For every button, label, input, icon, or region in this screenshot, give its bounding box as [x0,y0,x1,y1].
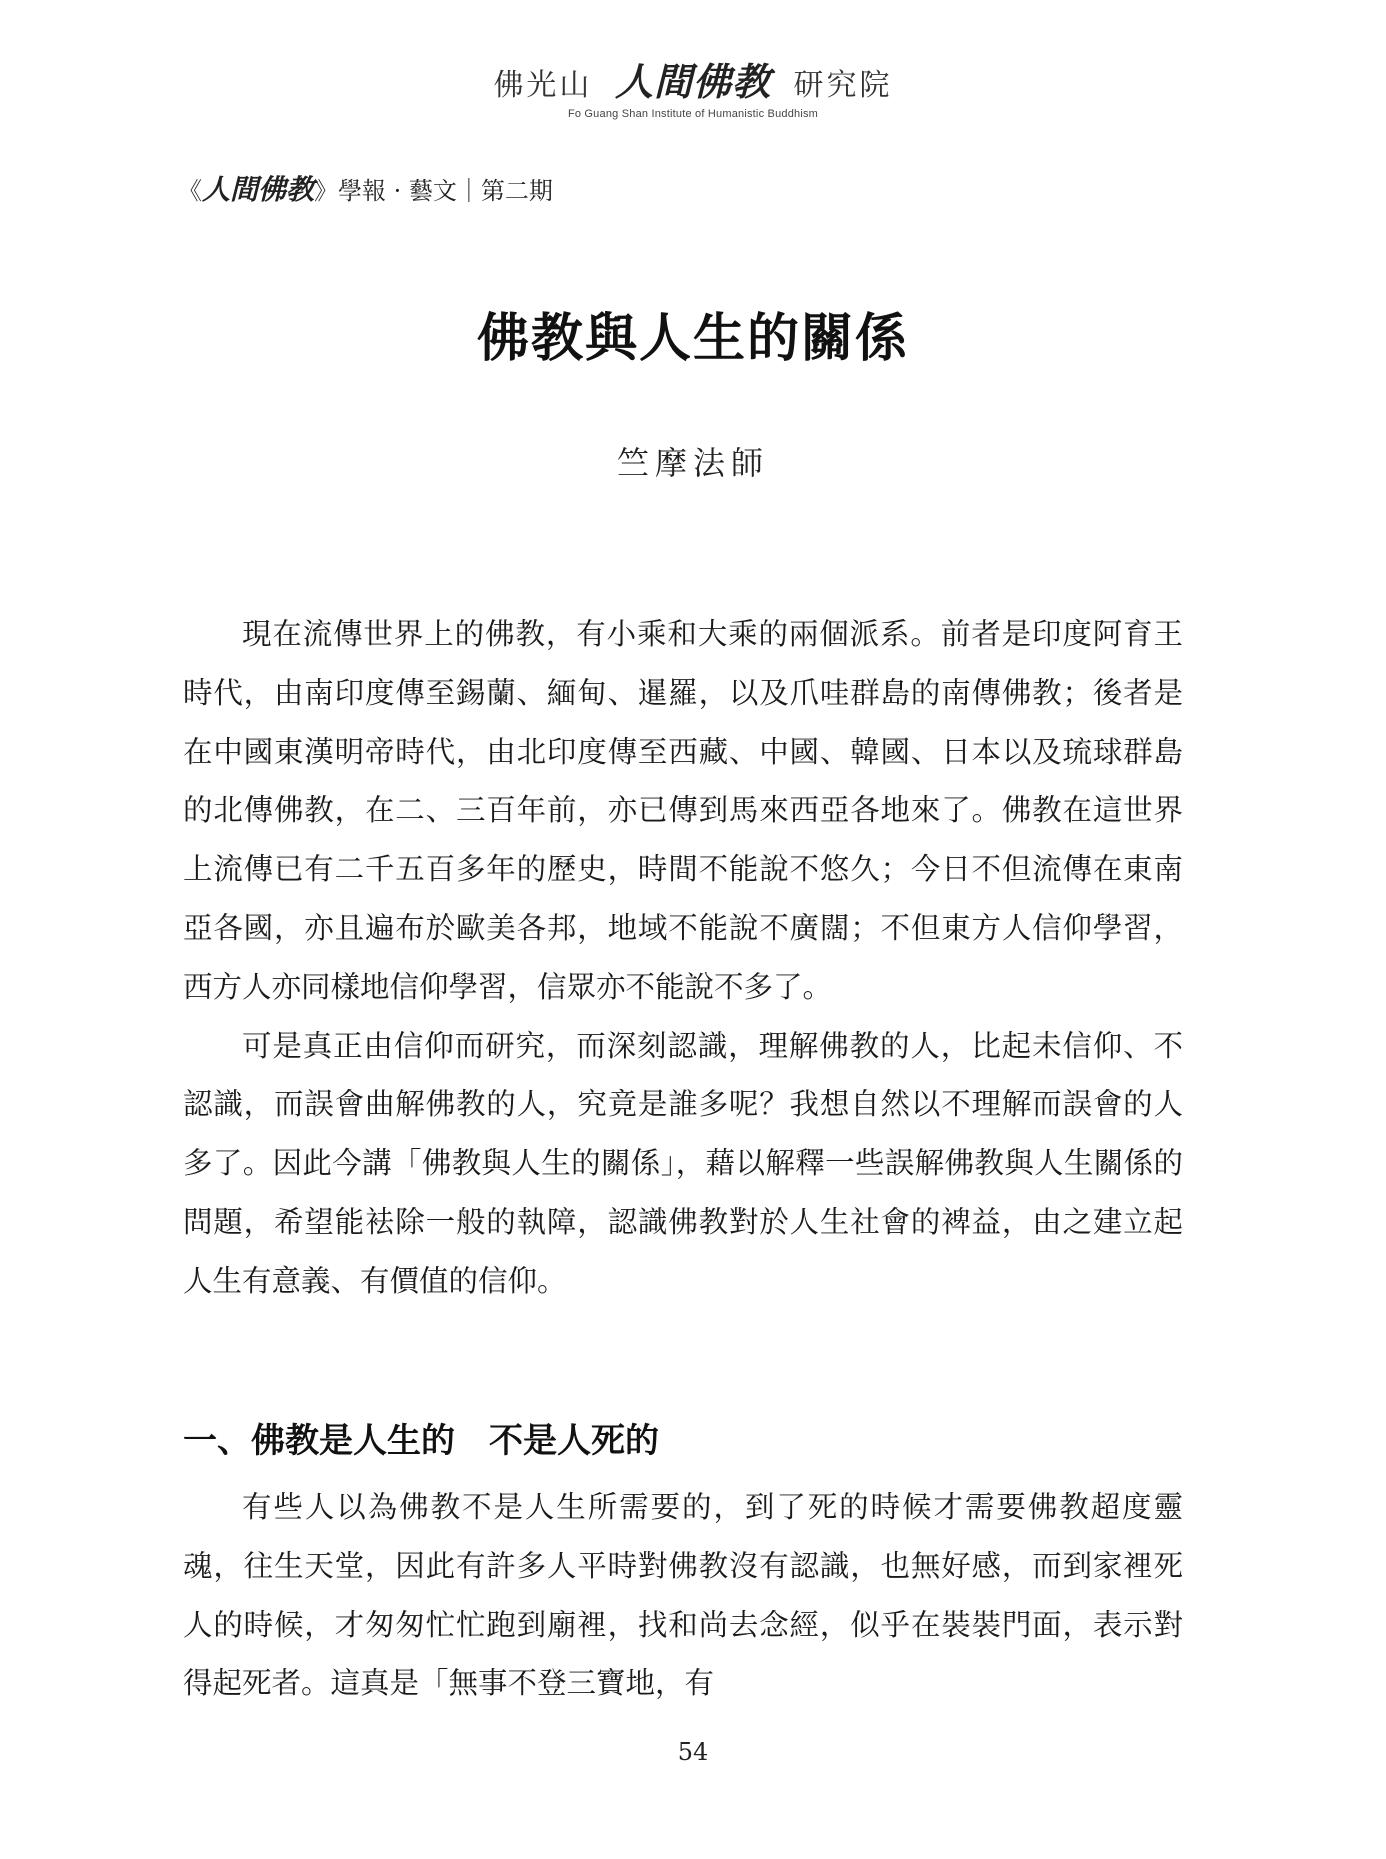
article-title: 佛教與人生的關係 [476,308,909,369]
section-heading-1: 一、佛教是人生的 不是人死的 [183,1421,659,1461]
journal-open-bracket: 《 [178,177,202,205]
publisher-name-right: 研究院 [793,68,893,103]
page-number: 54 [677,1738,709,1766]
intro-paragraph-2: 可是真正由信仰而研究，而深刻認識，理解佛教的人，比起未信仰、不認識，而誤會曲解佛教的人，究竟是誰多呢？我想自然以不理解而誤會的人多了。因此今講「佛教與人生的關係」，藉以解釋一些誤解佛教與人生關係的問題，希望能袪除一般的執障，認識佛教對於人生社會的裨益，由之建立起人生有意義、有價值的信仰。 [183,1028,1183,1298]
publisher-english-name: Fo Guang Shan Institute of Humanistic Buddhism [567,108,819,120]
journal-issue-info: 》學報 · 藝文｜第二期 [314,177,553,205]
intro-paragraph-1: 現在流傳世界上的佛教，有小乘和大乘的兩個派系。前者是印度阿育王時代，由南印度傳至錫蘭、緬甸、暹羅，以及爪哇群島的南傳佛教；後者是在中國東漢明帝時代，由北印度傳至西藏、中國、韓國、日本以及琉球群島的北傳佛教，在二、三百年前，亦已傳到馬來西亞各地來了。佛教在這世界上流傳已有二千五百多年的歷史，時間不能說不悠久；今日不但流傳在東南亞各國，亦且遍布於歐美各邦，地域不能說不廣闊；不但東方人信仰學習，西方人亦同樣地信仰學習，信眾亦不能說不多了。 [183,617,1183,1004]
publisher-name-left: 佛光山 [493,68,593,103]
section-1-paragraph: 有些人以為佛教不是人生所需要的，到了死的時候才需要佛教超度靈魂，往生天堂，因此有許多人平時對佛教沒有認識，也無好感，而到家裡死人的時候，才匆匆忙忙跑到廟裡，找和尚去念經，似乎在裝裝門面，表示對得起死者。這真是「無事不登三寶地，有 [183,1490,1183,1701]
publisher-name [0,60,1386,108]
intro-body [183,605,1183,1311]
publisher-header [0,60,1386,120]
humanistic-buddhism-logo: 人間佛教 [614,59,771,104]
section-1-body [183,1478,1183,1713]
journal-running-head [178,168,553,208]
article-author: 竺摩法師 [616,444,769,482]
journal-logo: 人間佛教 [202,173,315,206]
